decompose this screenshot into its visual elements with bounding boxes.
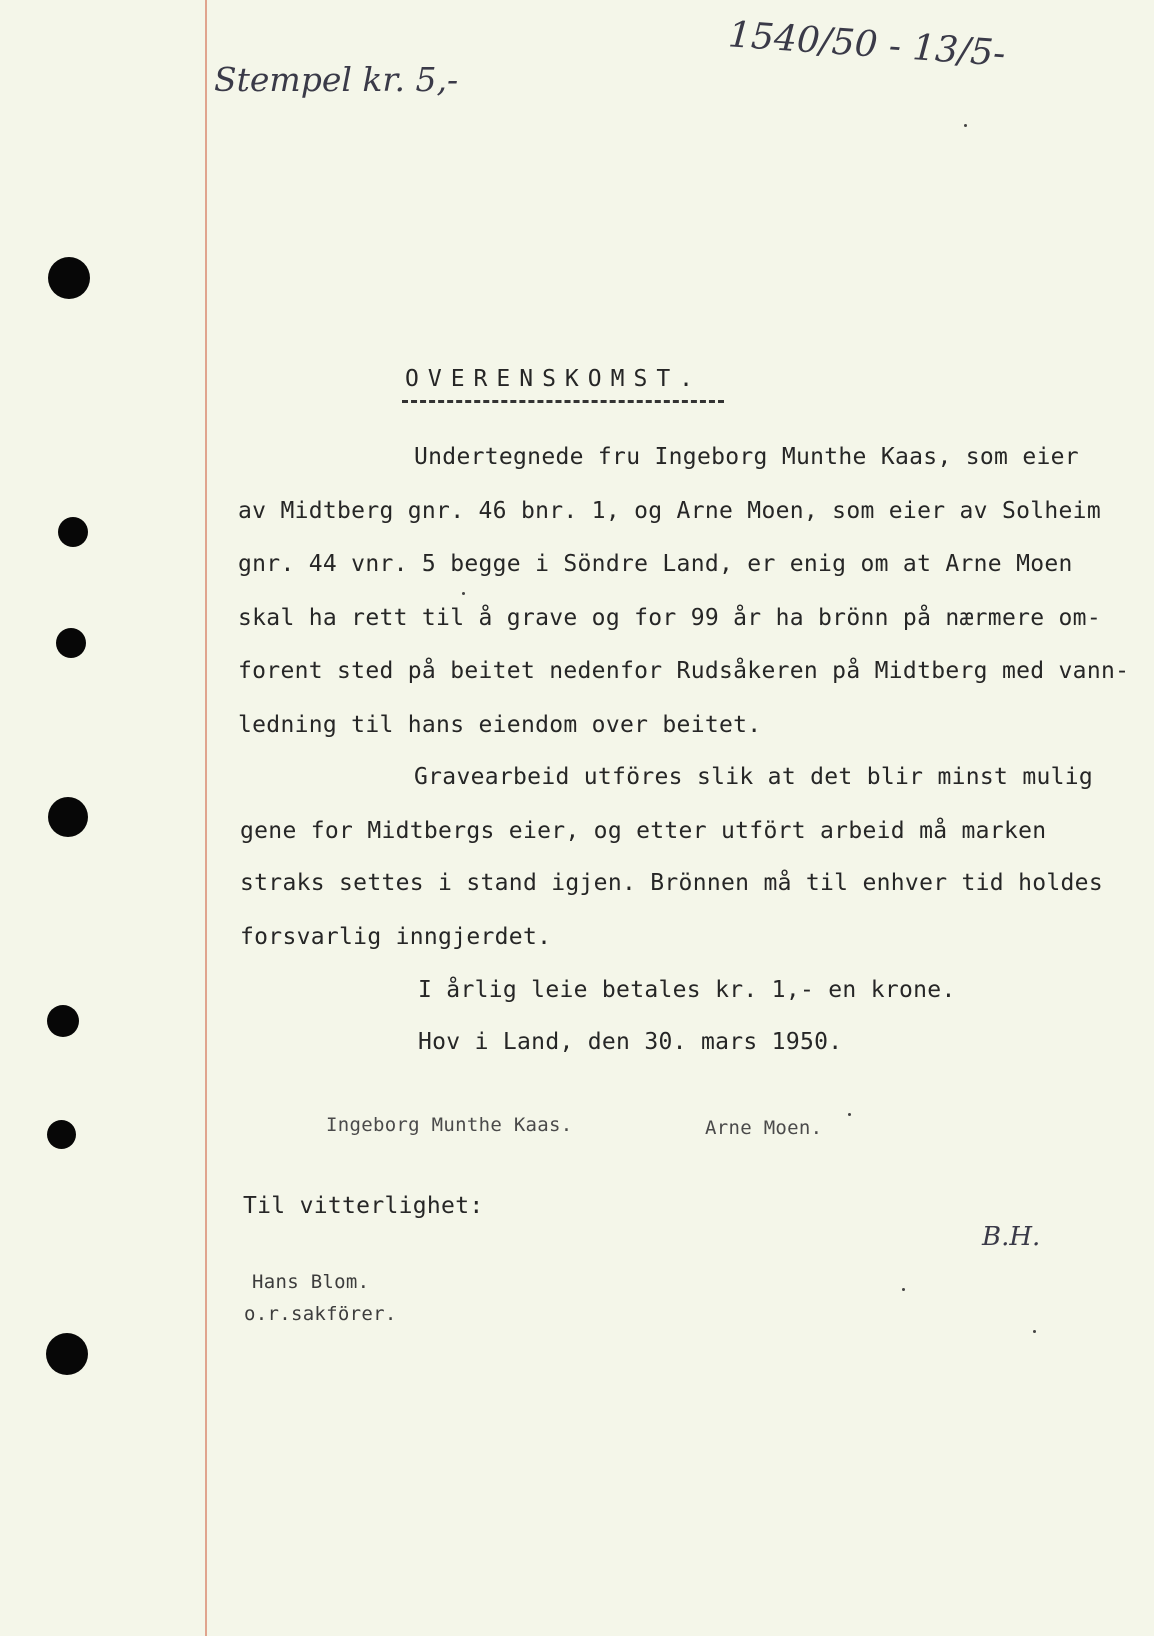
body-line: gnr. 44 vnr. 5 begge i Söndre Land, er enig om at Arne Moen — [238, 551, 1073, 577]
body-line: straks settes i stand igjen. Brönnen må til enhver tid holdes — [240, 870, 1103, 896]
punch-hole — [48, 257, 90, 299]
body-line: gene for Midtbergs eier, og etter utfört arbeid må marken — [240, 818, 1047, 844]
punch-hole — [58, 517, 88, 547]
ink-speck — [964, 124, 967, 127]
ink-speck — [848, 1113, 851, 1116]
body-line: av Midtberg gnr. 46 bnr. 1, og Arne Moen, som eier av Solheim — [238, 498, 1101, 524]
punch-hole — [47, 1005, 79, 1037]
body-line: forent sted på beitet nedenfor Rudsåkeren på Midtberg med vann- — [238, 658, 1130, 684]
body-line: ledning til hans eiendom over beitet. — [238, 712, 762, 738]
margin-rule — [205, 0, 207, 1636]
ink-speck — [902, 1288, 905, 1291]
signature-arne: Arne Moen. — [705, 1117, 823, 1139]
reference-note: 1540/50 - 13/5- — [726, 14, 1007, 75]
body-line: forsvarlig inngjerdet. — [240, 924, 552, 950]
body-line: I årlig leie betales kr. 1,- en krone. — [418, 977, 956, 1003]
punch-hole — [47, 1120, 76, 1149]
witness-name: Hans Blom. — [252, 1271, 370, 1293]
punch-hole — [46, 1333, 88, 1375]
witness-title: o.r.sakförer. — [244, 1303, 397, 1325]
signature-ingeborg: Ingeborg Munthe Kaas. — [326, 1114, 573, 1136]
title-underline — [402, 400, 724, 403]
body-line: Gravearbeid utföres slik at det blir minst mulig — [414, 764, 1094, 790]
body-line: Undertegnede fru Ingeborg Munthe Kaas, som eier — [414, 444, 1079, 470]
ink-speck — [462, 592, 465, 595]
punch-hole — [56, 628, 86, 658]
witness-initials: B.H. — [982, 1222, 1041, 1252]
place-date: Hov i Land, den 30. mars 1950. — [418, 1029, 843, 1055]
witness-heading: Til vitterlighet: — [243, 1193, 484, 1219]
punch-hole — [48, 797, 88, 837]
body-line: skal ha rett til å grave og for 99 år ha brönn på nærmere om- — [238, 605, 1101, 631]
ink-speck — [1033, 1330, 1036, 1333]
stamp-note: Stempel kr. 5,- — [214, 60, 459, 99]
document-title: OVERENSKOMST. — [405, 366, 703, 392]
